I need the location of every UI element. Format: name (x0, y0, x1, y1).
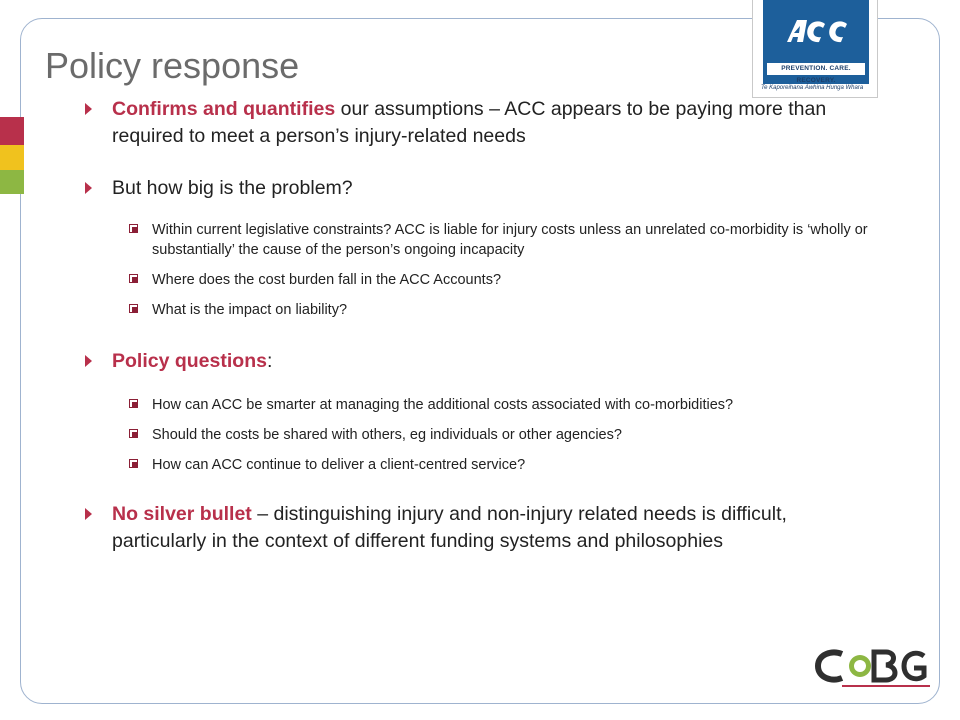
checkbox-bullet-icon (129, 304, 138, 313)
checkbox-bullet-icon (129, 274, 138, 283)
arrow-bullet-icon (85, 103, 92, 115)
bullet-text: our assumptions – ACC appears to be paying more than required to meet a person’s injury-related needs (112, 98, 827, 147)
cbg-logo (812, 646, 936, 692)
bullet-no-silver-bullet (85, 501, 875, 555)
checkbox-bullet-icon (129, 399, 138, 408)
list-item-text: Where does the cost burden fall in the ACC Accounts? (152, 272, 502, 288)
accent-bar-red (0, 117, 24, 145)
list-item-text: What is the impact on liability? (152, 302, 348, 318)
checkbox-bullet-icon (129, 459, 138, 468)
bullet-highlight: Confirms and quantifies (112, 98, 336, 120)
list-item-text: Should the costs be shared with others, eg individuals or other agencies? (152, 427, 622, 443)
bullet-text: – distinguishing injury and non-injury related needs is difficult, particularly in the context of different funding systems and philosophies (112, 503, 787, 552)
arrow-bullet-icon (85, 182, 92, 194)
cbg-logo-icon (812, 646, 936, 692)
slide-title: Policy response (45, 45, 300, 86)
list-item-text: How can ACC continue to deliver a client-centred service? (152, 457, 526, 473)
list-item (128, 425, 875, 445)
acc-logo-mark-icon (763, 18, 869, 51)
acc-logo-panel (763, 0, 869, 84)
bullet-problem (85, 175, 875, 202)
slide-content (85, 96, 875, 555)
checkbox-bullet-icon (129, 429, 138, 438)
acc-maori-name: Te Kaporeihana Āwhina Hunga Whara (761, 85, 864, 91)
list-item-text: Within current legislative constraints? ACC is liable for injury costs unless an unrelated co-morbidity is ‘wholly or substantially’ the cause of the person’s ongoing incapacity (152, 222, 868, 258)
bullet-highlight: Policy questions (112, 350, 267, 372)
arrow-bullet-icon (85, 355, 92, 367)
acc-tagline: PREVENTION. CARE. RECOVERY. (767, 63, 865, 75)
list-item-text: How can ACC be smarter at managing the additional costs associated with co-morbidities? (152, 397, 734, 413)
list-item (128, 395, 875, 415)
acc-wordmark-icon (781, 18, 851, 44)
bullet-confirms (85, 96, 875, 150)
bullet-text: : (266, 350, 273, 372)
acc-logo (752, 0, 878, 98)
bullet-policy-questions (85, 348, 875, 375)
accent-bar-yellow (0, 145, 24, 170)
list-item (128, 220, 875, 260)
sub-list-policy (85, 395, 875, 475)
bullet-highlight: No silver bullet (112, 503, 252, 525)
list-item (128, 270, 875, 290)
accent-bar-green (0, 170, 24, 194)
list-item (128, 455, 875, 475)
sub-list-problem (85, 220, 875, 320)
bullet-text: But how big is the problem? (112, 177, 353, 199)
checkbox-bullet-icon (129, 224, 138, 233)
arrow-bullet-icon (85, 508, 92, 520)
list-item (128, 300, 875, 320)
